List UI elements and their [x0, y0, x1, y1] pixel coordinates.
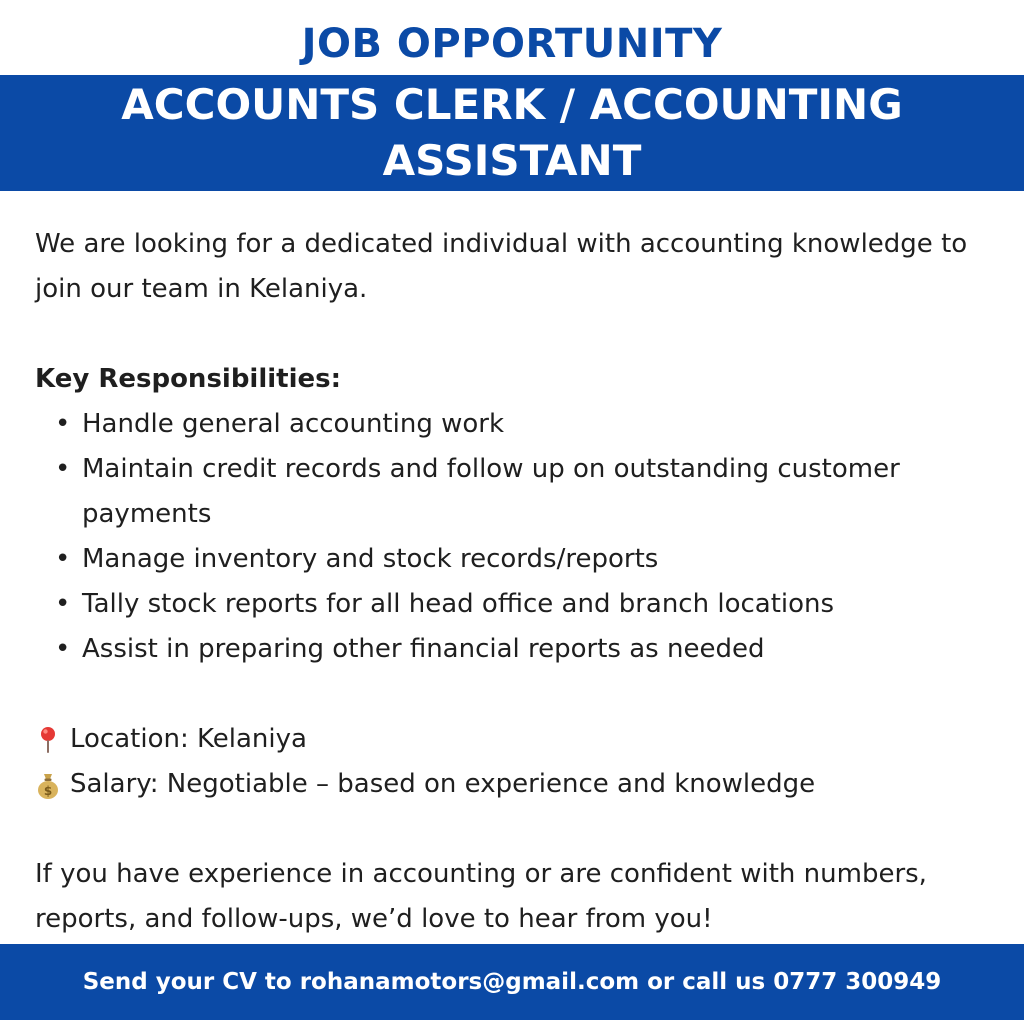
location-text: Location: Kelaniya — [70, 724, 307, 754]
list-item-text: Handle general accounting work — [82, 409, 505, 439]
list-item-text: Assist in preparing other financial reports as needed — [82, 634, 765, 664]
job-title-banner — [0, 75, 1024, 191]
money-bag-icon — [35, 770, 61, 800]
list-item — [35, 447, 995, 537]
contact-banner — [0, 944, 1024, 1020]
svg-text:$: $ — [43, 783, 53, 798]
job-opportunity-title: JOB OPPORTUNITY — [301, 21, 723, 67]
intro-paragraph: We are looking for a dedicated individual with accounting knowledge to join our team in Kelaniya. — [35, 229, 968, 304]
spacer — [35, 807, 995, 852]
salary-row — [35, 762, 995, 807]
bullet-icon: • — [55, 634, 71, 664]
bullet-icon: • — [55, 544, 71, 574]
bullet-icon: • — [55, 409, 71, 439]
location-pin-icon — [35, 725, 61, 755]
list-item-text: Tally stock reports for all head office and branch locations — [82, 589, 835, 619]
list-item — [35, 537, 995, 582]
list-item — [35, 402, 995, 447]
list-item — [35, 627, 995, 672]
bullet-icon: • — [55, 589, 71, 619]
job-title-line-2: ASSISTANT — [382, 136, 642, 185]
list-item-text: Manage inventory and stock records/reports — [82, 544, 659, 574]
responsibilities-list — [35, 402, 995, 672]
list-item-text: Maintain credit records and follow up on outstanding customer payments — [82, 454, 900, 529]
spacer — [35, 312, 995, 357]
contact-text: Send your CV to rohanamotors@gmail.com or call us 0777 300949 — [82, 969, 942, 995]
spacer — [35, 672, 995, 717]
closing-paragraph: If you have experience in accounting or are confident with numbers, reports, and follow-ups, we’d love to hear from you! — [35, 859, 927, 934]
list-item — [35, 582, 995, 627]
salary-text: Salary: Negotiable – based on experience and knowledge — [70, 769, 816, 799]
location-row — [35, 717, 995, 762]
bullet-icon: • — [55, 454, 71, 484]
job-title-line-1: ACCOUNTS CLERK / ACCOUNTING — [121, 80, 903, 129]
job-description — [35, 222, 995, 942]
responsibilities-heading: Key Responsibilities: — [35, 364, 342, 394]
